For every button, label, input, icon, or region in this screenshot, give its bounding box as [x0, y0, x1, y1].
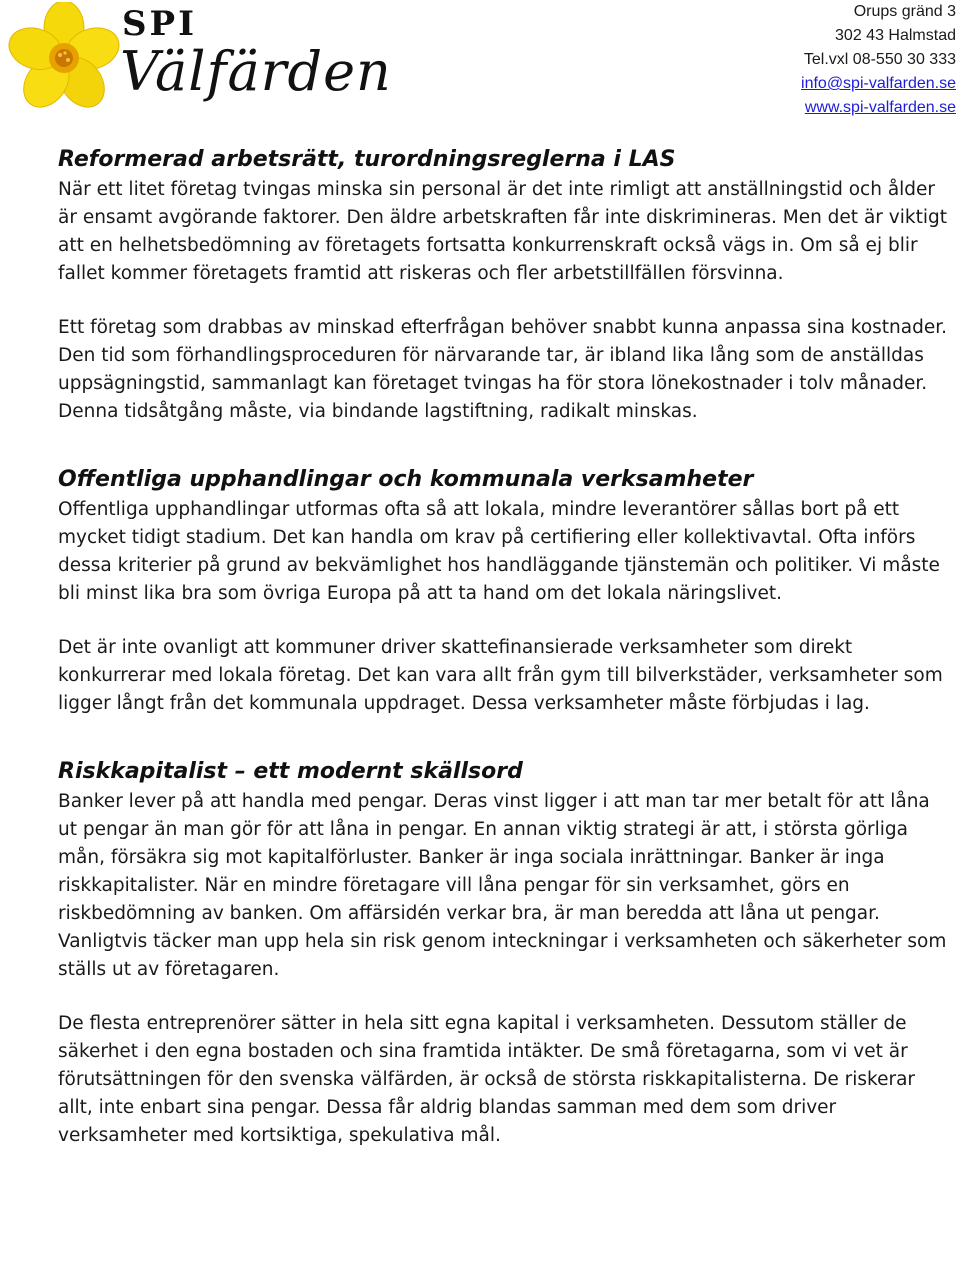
section-heading: Offentliga upphandlingar och kommunala verksamheter	[58, 467, 754, 492]
paragraph: Banker lever på att handla med pengar. Deras vinst ligger i att man tar mer betalt för att låna ut pengar än man gör för att låna in pengar. En annan viktig strategi är att, i största görliga mån, försäkra sig mot kapitalförluster. Banker är inga sociala inrättningar. Banker är inga riskkapitalister. När en mindre företagare vill låna pengar för sin verksamhet, görs en riskbedömning av banken. Om affärsidén verkar bra, är man beredda att låna ut pengar. Vanligtvis täcker man upp hela sin risk genom inteckningar i verksamheten och säkerheter som ställs ut av företagaren.	[58, 791, 947, 980]
section-heading: Riskkapitalist – ett modernt skällsord	[58, 759, 523, 784]
document-body	[58, 144, 948, 1150]
section-riskkapitalist	[58, 756, 948, 1150]
paragraph: Ett företag som drabbas av minskad efterfrågan behöver snabbt kunna anpassa sina kostnader. Den tid som förhandlingsproceduren för närvarande tar, är ibland lika lång som de anställdas uppsägningstid, sammanlagt kan företaget tvingas ha för stora lönekostnader i tolv månader. Denna tidsåtgång måste, via bindande lagstiftning, radikalt minskas.	[58, 317, 948, 422]
company-logo	[4, 2, 404, 112]
section-heading: Reformerad arbetsrätt, turordningsreglerna i LAS	[58, 147, 676, 172]
paragraph: Det är inte ovanligt att kommuner driver skattefinansierade verksamheter som direkt konkurrerar med lokala företag. Det kan vara allt från gym till bilverkstäder, verksamheter som ligger långt från det kommunala uppdraget. Dessa verksamheter måste förbjudas i lag.	[58, 637, 943, 714]
contact-phone: Tel.vxl 08-550 30 333	[803, 51, 956, 68]
section-reformerad-arbetsratt	[58, 144, 948, 426]
section-offentliga-upphandlingar	[58, 464, 948, 718]
paragraph: De flesta entreprenörer sätter in hela sitt egna kapital i verksamheten. Dessutom ställer de säkerhet i den egna bostaden och sina framtida intäkter. De små företagarna, som vi vet är förutsättningen för den svenska välfärden, är också de största riskkapitalisterna. De riskerar allt, inte enbart sina pengar. Dessa får aldrig blandas samman med dem som driver verksamheter med kortsiktiga, spekulativa mål.	[58, 1013, 916, 1146]
paragraph: Offentliga upphandlingar utformas ofta så att lokala, mindre leverantörer sållas bort på ett mycket tidigt stadium. Det kan handla om krav på certifiering eller kollektivavtal. Ofta införs dessa kriterier på grund av bekvämlighet hos handläggande tjänstemän och politiker. Vi måste bli minst lika bra som övriga Europa på att ta hand om det lokala näringslivet.	[58, 499, 940, 604]
contact-email-link[interactable]: info@spi-valfarden.se	[801, 75, 956, 92]
logo-wordmark-top: SPI	[122, 4, 198, 44]
contact-block	[801, 0, 956, 120]
logo-wordmark-name: Välfärden	[120, 40, 392, 103]
contact-city: 302 43 Halmstad	[835, 27, 956, 44]
paragraph: När ett litet företag tvingas minska sin personal är det inte rimligt att anställningstid och ålder är ensamt avgörande faktorer. Den äldre arbetskraften får inte diskrimineras. Men det är viktigt att en helhetsbedömning av företagets fortsatta konkurrenskraft också vägs in. Om så ej blir fallet kommer företagets framtid att riskeras och fler arbetstillfällen försvinna.	[58, 179, 947, 284]
flower-logo-icon	[4, 2, 124, 112]
contact-web-link[interactable]: www.spi-valfarden.se	[804, 99, 956, 116]
contact-street: Orups gränd 3	[853, 3, 956, 20]
